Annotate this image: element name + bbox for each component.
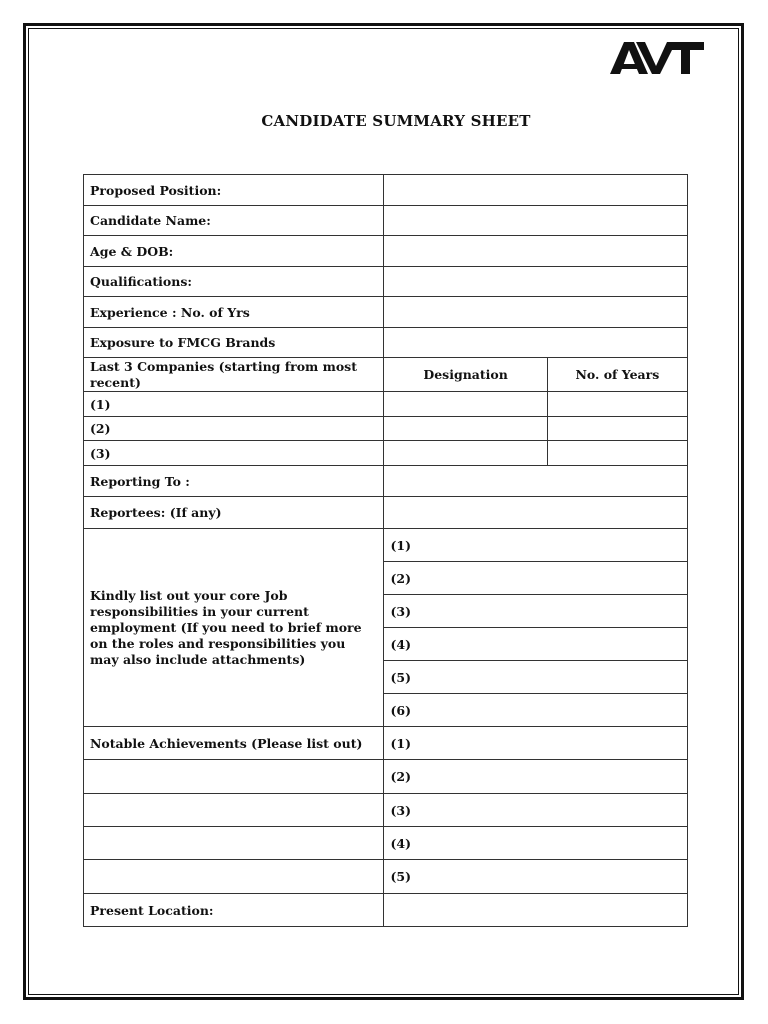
input-present-location[interactable]	[384, 894, 688, 927]
achievement-row	[84, 860, 688, 894]
achievement-blank-cell	[84, 827, 384, 860]
achievement-row	[84, 794, 688, 827]
company-row	[84, 392, 688, 417]
responsibility-item[interactable]: (5)	[384, 661, 688, 694]
row-exposure	[84, 328, 688, 358]
achievement-row	[84, 760, 688, 794]
achievement-blank-cell	[84, 760, 384, 794]
input-proposed-position[interactable]	[384, 175, 688, 206]
label-age-dob: Age & DOB:	[84, 236, 384, 267]
responsibility-item[interactable]: (6)	[384, 694, 688, 727]
input-designation[interactable]	[384, 417, 547, 441]
achievement-row	[84, 827, 688, 860]
achievement-row	[84, 727, 688, 760]
row-reporting-to	[84, 466, 688, 497]
responsibility-item[interactable]: (3)	[384, 595, 688, 628]
company-number: (1)	[84, 392, 384, 417]
label-reportees: Reportees: (If any)	[84, 497, 384, 529]
label-last-companies: Last 3 Companies (starting from most recent)	[84, 358, 384, 392]
avt-logo	[610, 40, 704, 76]
page-title: CANDIDATE SUMMARY SHEET	[261, 112, 531, 130]
input-qualifications[interactable]	[384, 267, 688, 297]
label-qualifications: Qualifications:	[84, 267, 384, 297]
input-reporting-to[interactable]	[384, 466, 688, 497]
candidate-summary-table	[83, 174, 688, 927]
label-exposure: Exposure to FMCG Brands	[84, 328, 384, 358]
row-present-location	[84, 894, 688, 927]
row-experience	[84, 297, 688, 328]
label-proposed-position: Proposed Position:	[84, 175, 384, 206]
input-years[interactable]	[547, 417, 687, 441]
achievement-item[interactable]: (3)	[384, 794, 688, 827]
label-candidate-name: Candidate Name:	[84, 206, 384, 236]
company-number: (3)	[84, 441, 384, 466]
input-age-dob[interactable]	[384, 236, 688, 267]
row-age-dob	[84, 236, 688, 267]
company-number: (2)	[84, 417, 384, 441]
responsibility-row	[84, 529, 688, 562]
row-proposed-position	[84, 175, 688, 206]
company-row	[84, 417, 688, 441]
input-exposure[interactable]	[384, 328, 688, 358]
row-qualifications	[84, 267, 688, 297]
row-reportees	[84, 497, 688, 529]
responsibility-item[interactable]: (1)	[384, 529, 688, 562]
achievement-blank-cell	[84, 794, 384, 827]
input-designation[interactable]	[384, 441, 547, 466]
label-reporting-to: Reporting To :	[84, 466, 384, 497]
responsibility-item[interactable]: (4)	[384, 628, 688, 661]
input-designation[interactable]	[384, 392, 547, 417]
header-no-of-years: No. of Years	[547, 358, 687, 392]
achievement-blank-cell	[84, 860, 384, 894]
achievement-item[interactable]: (4)	[384, 827, 688, 860]
input-years[interactable]	[547, 392, 687, 417]
header-designation: Designation	[384, 358, 547, 392]
label-notable-achievements: Notable Achievements (Please list out)	[84, 727, 384, 760]
label-experience: Experience : No. of Yrs	[84, 297, 384, 328]
responsibility-item[interactable]: (2)	[384, 562, 688, 595]
input-experience[interactable]	[384, 297, 688, 328]
achievement-item[interactable]: (2)	[384, 760, 688, 794]
achievement-item[interactable]: (1)	[384, 727, 688, 760]
label-job-responsibilities: Kindly list out your core Job responsibilities in your current employment (If you need to brief more on the roles and responsibilities you may also include attachments)	[84, 529, 384, 727]
row-candidate-name	[84, 206, 688, 236]
achievement-item[interactable]: (5)	[384, 860, 688, 894]
label-present-location: Present Location:	[84, 894, 384, 927]
input-years[interactable]	[547, 441, 687, 466]
row-companies-header	[84, 358, 688, 392]
input-candidate-name[interactable]	[384, 206, 688, 236]
company-row	[84, 441, 688, 466]
input-reportees[interactable]	[384, 497, 688, 529]
